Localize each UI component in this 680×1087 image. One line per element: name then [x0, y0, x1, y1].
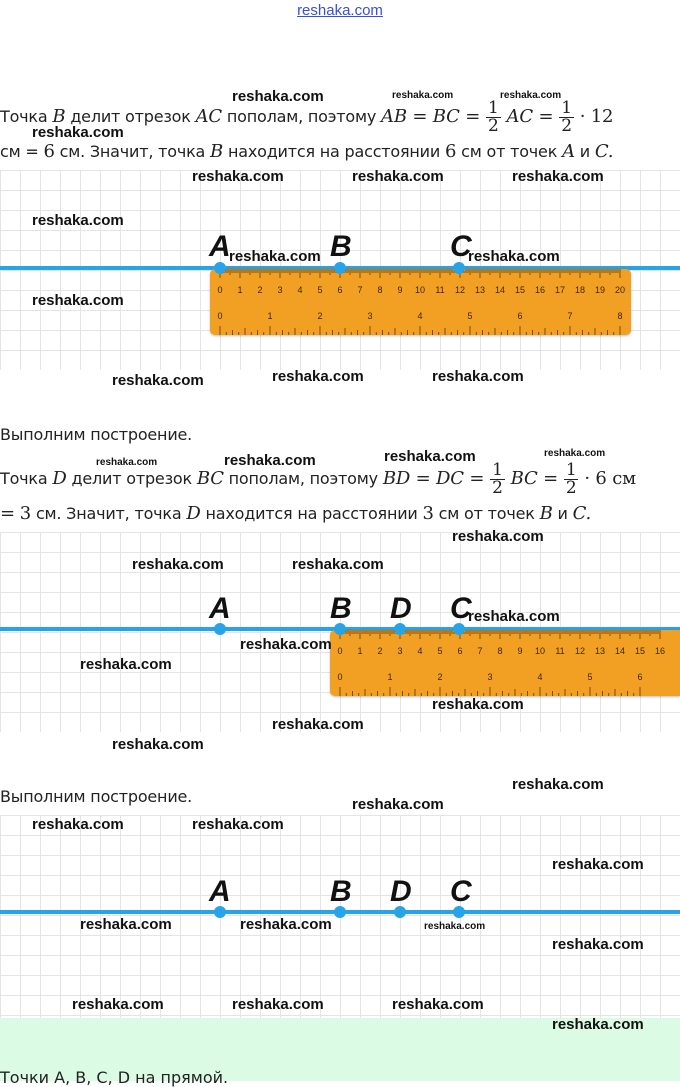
- ruler-cm-label: 0: [217, 285, 223, 295]
- ruler-cm-label: 2: [257, 285, 263, 295]
- ruler-inch-label: 6: [637, 672, 643, 682]
- watermark: reshaka.com: [232, 88, 324, 105]
- ruler-cm-label: 12: [574, 646, 586, 656]
- ruler-cm-label: 15: [514, 285, 526, 295]
- step1-line1: Точка B делит отрезок AC пополам, поэтому AB = BC = $\frac{1}{2}$ AC = $\frac{1}{2}$ · 12: [0, 98, 614, 136]
- ruler-inch-label: 7: [567, 311, 573, 321]
- watermark: reshaka.com: [192, 816, 284, 833]
- watermark: reshaka.com: [80, 916, 172, 933]
- ruler-cm-label: 14: [494, 285, 506, 295]
- ruler-cm-label: 7: [477, 646, 483, 656]
- fig1-label-A: A: [209, 230, 231, 263]
- watermark: reshaka.com: [112, 736, 204, 753]
- ruler-inch-label: 6: [517, 311, 523, 321]
- site-link[interactable]: reshaka.com: [297, 2, 383, 19]
- watermark: reshaka.com: [512, 168, 604, 185]
- watermark: reshaka.com: [500, 90, 562, 101]
- fig3-label-D: D: [390, 875, 412, 908]
- ruler-inch-label: 2: [437, 672, 443, 682]
- ruler-scale: [330, 630, 680, 696]
- ruler-inch-label: 5: [467, 311, 473, 321]
- step2-line1: Точка D делит отрезок BC пополам, поэтому BD = DC = $\frac{1}{2}$ BC = $\frac{1}{2}$ · 6 см: [0, 460, 636, 498]
- ruler-cm-label: 6: [337, 285, 343, 295]
- ruler-cm-label: 11: [555, 646, 565, 656]
- ruler-inch-label: 2: [317, 311, 323, 321]
- watermark: reshaka.com: [272, 716, 364, 733]
- fig3-label-C: C: [450, 875, 472, 908]
- watermark: reshaka.com: [240, 636, 332, 653]
- watermark: reshaka.com: [32, 212, 124, 229]
- ruler-cm-label: 4: [297, 285, 303, 295]
- fig1-label-B: B: [330, 230, 352, 263]
- ruler-inch-label: 5: [587, 672, 593, 682]
- watermark: reshaka.com: [272, 368, 364, 385]
- step2-line2: = 3 см. Значит, точка D находится на расстоянии 3 см от точек B и C.: [0, 503, 592, 524]
- watermark: reshaka.com: [292, 556, 384, 573]
- ruler-cm-label: 4: [417, 646, 423, 656]
- ruler-inch-label: 8: [617, 311, 623, 321]
- watermark: reshaka.com: [352, 168, 444, 185]
- ruler-cm-label: 13: [474, 285, 486, 295]
- watermark: reshaka.com: [132, 556, 224, 573]
- watermark: reshaka.com: [112, 372, 204, 389]
- fig3-label-B: B: [330, 875, 352, 908]
- watermark: reshaka.com: [512, 776, 604, 793]
- fig1-label-C: C: [450, 230, 472, 263]
- ruler-cm-label: 2: [377, 646, 383, 656]
- watermark: reshaka.com: [544, 448, 606, 459]
- fig2-label-B: B: [330, 592, 352, 625]
- ruler-cm-label: 20: [614, 285, 626, 295]
- ruler-inch-label: 3: [367, 311, 373, 321]
- step3-heading: Выполним построение.: [0, 787, 193, 806]
- watermark: reshaka.com: [229, 248, 321, 265]
- watermark: reshaka.com: [32, 816, 124, 833]
- watermark: reshaka.com: [32, 292, 124, 309]
- ruler-inch-label: 4: [537, 672, 543, 682]
- watermark: reshaka.com: [432, 368, 524, 385]
- ruler-cm-label: 16: [654, 646, 666, 656]
- ruler-cm-label: 0: [337, 646, 343, 656]
- watermark: reshaka.com: [32, 124, 124, 141]
- ruler-cm-label: 18: [574, 285, 586, 295]
- watermark: reshaka.com: [432, 696, 524, 713]
- ruler-cm-label: 16: [534, 285, 546, 295]
- watermark: reshaka.com: [424, 921, 486, 932]
- step2-heading: Выполним построение.: [0, 425, 193, 444]
- ruler-cm-label: 7: [357, 285, 363, 295]
- step1-line2: см = 6 см. Значит, точка B находится на расстоянии 6 см от точек A и C.: [0, 141, 614, 162]
- ruler-scale: [210, 269, 631, 335]
- ruler-inch-label: 0: [337, 672, 343, 682]
- ruler-cm-label: 1: [237, 285, 243, 295]
- ruler-cm-label: 8: [377, 285, 383, 295]
- figure2-ruler: [330, 630, 680, 696]
- watermark: reshaka.com: [468, 608, 560, 625]
- ruler-cm-label: 6: [457, 646, 463, 656]
- ruler-cm-label: 5: [437, 646, 443, 656]
- ruler-inch-label: 3: [487, 672, 493, 682]
- watermark: reshaka.com: [96, 457, 158, 468]
- watermark: reshaka.com: [392, 90, 454, 101]
- watermark: reshaka.com: [352, 796, 444, 813]
- ruler-cm-label: 14: [614, 646, 626, 656]
- answer-text: Точки A, B, C, D на прямой.: [0, 1068, 229, 1087]
- ruler-cm-label: 3: [277, 285, 283, 295]
- ruler-cm-label: 15: [634, 646, 646, 656]
- ruler-inch-label: 1: [387, 672, 393, 682]
- fig2-label-D: D: [390, 592, 412, 625]
- ruler-inch-label: 4: [417, 311, 423, 321]
- fig2-label-A: A: [209, 592, 231, 625]
- ruler-inch-label: 1: [267, 311, 273, 321]
- ruler-cm-label: 9: [517, 646, 523, 656]
- watermark: reshaka.com: [72, 996, 164, 1013]
- watermark: reshaka.com: [552, 1016, 644, 1033]
- fig2-label-C: C: [450, 592, 472, 625]
- ruler-cm-label: 1: [357, 646, 363, 656]
- ruler-cm-label: 11: [435, 285, 445, 295]
- ruler-cm-label: 12: [454, 285, 466, 295]
- ruler-cm-label: 5: [317, 285, 323, 295]
- ruler-cm-label: 17: [554, 285, 566, 295]
- ruler-cm-label: 9: [397, 285, 403, 295]
- ruler-cm-label: 8: [497, 646, 503, 656]
- watermark: reshaka.com: [224, 452, 316, 469]
- ruler-cm-label: 10: [414, 285, 426, 295]
- ruler-cm-label: 3: [397, 646, 403, 656]
- watermark: reshaka.com: [392, 996, 484, 1013]
- watermark: reshaka.com: [552, 936, 644, 953]
- ruler-cm-label: 13: [594, 646, 606, 656]
- watermark: reshaka.com: [240, 916, 332, 933]
- watermark: reshaka.com: [384, 448, 476, 465]
- watermark: reshaka.com: [192, 168, 284, 185]
- watermark: reshaka.com: [468, 248, 560, 265]
- watermark: reshaka.com: [552, 856, 644, 873]
- ruler-cm-label: 19: [594, 285, 606, 295]
- watermark: reshaka.com: [80, 656, 172, 673]
- watermark: reshaka.com: [452, 528, 544, 545]
- ruler-inch-label: 0: [217, 311, 223, 321]
- ruler-cm-label: 10: [534, 646, 546, 656]
- watermark: reshaka.com: [232, 996, 324, 1013]
- fig3-label-A: A: [209, 875, 231, 908]
- figure1-ruler: [210, 269, 631, 335]
